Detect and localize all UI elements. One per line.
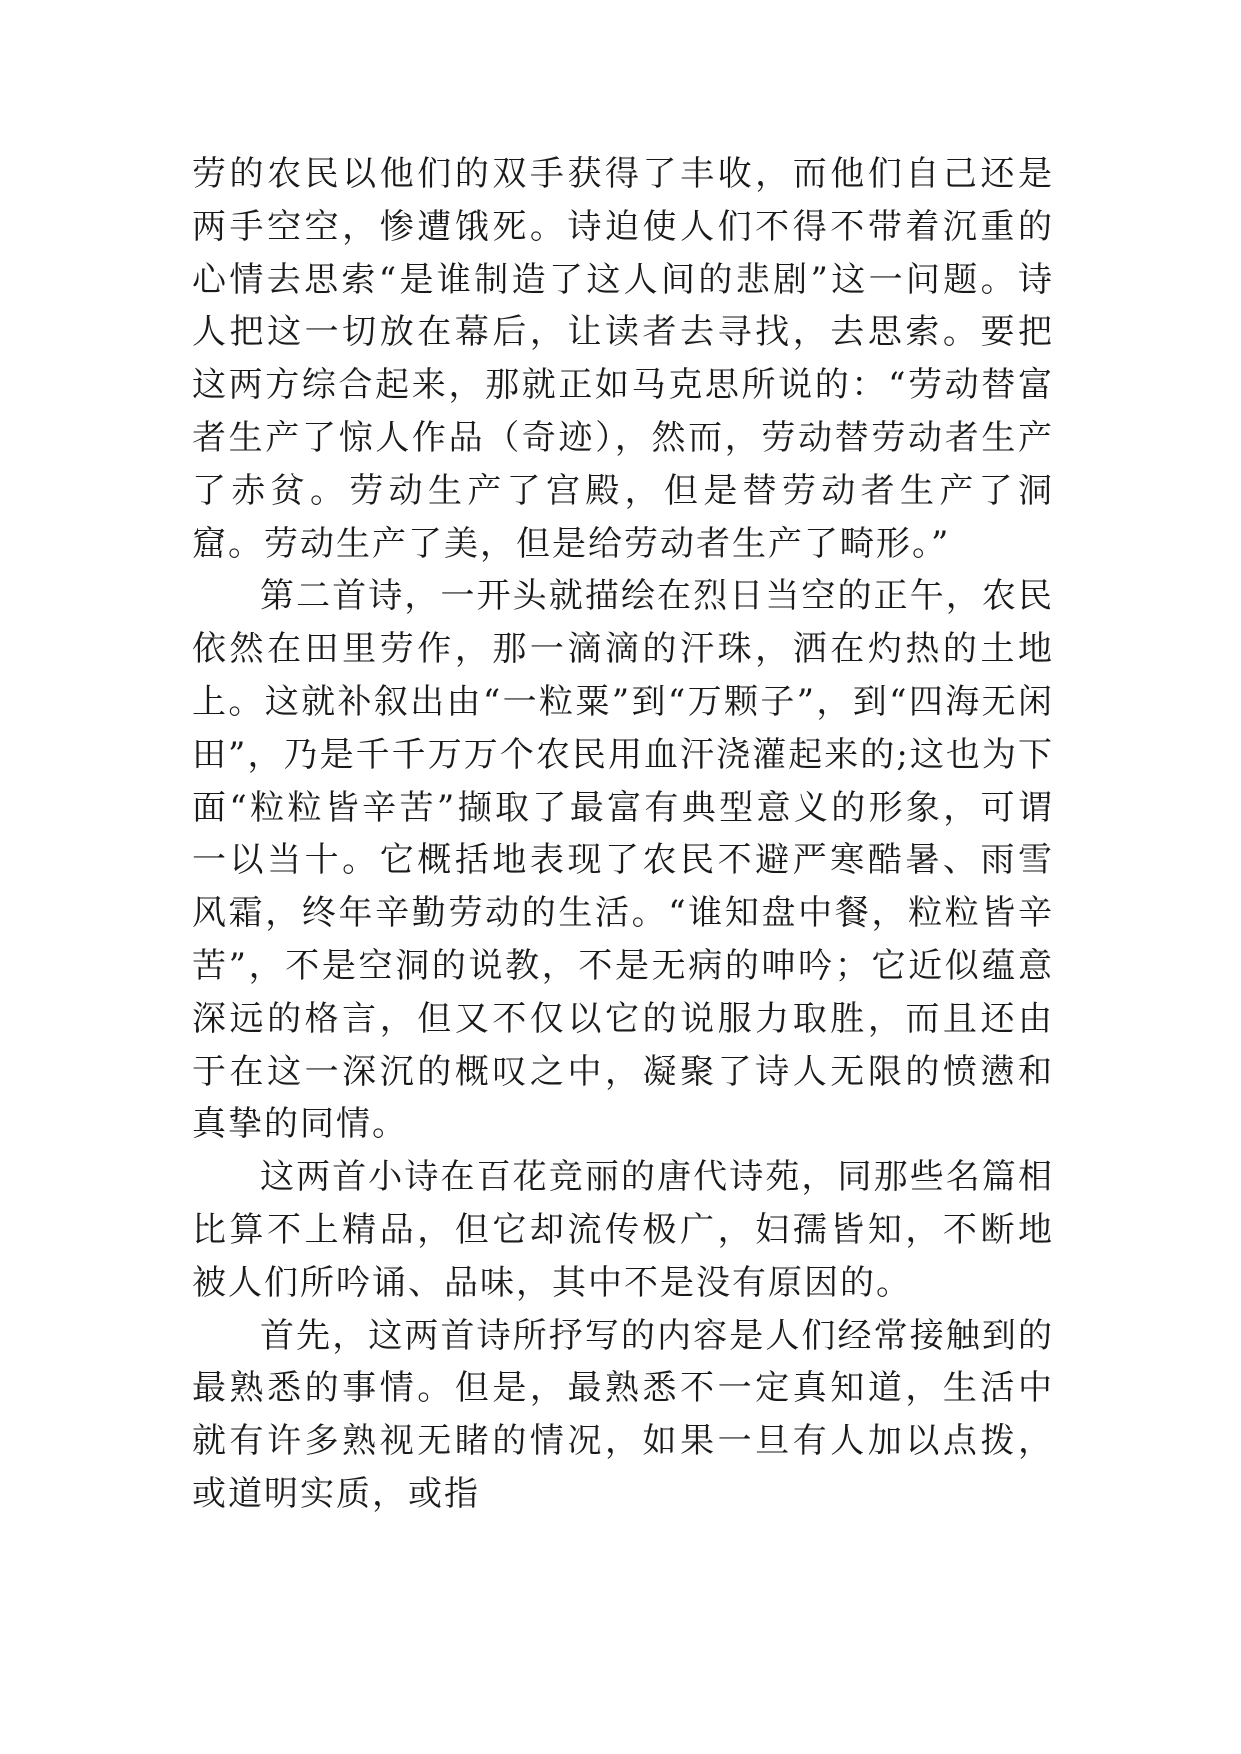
paragraph-1: 劳的农民以他们的双手获得了丰收，而他们自己还是两手空空，惨遭饿死。诗迫使人们不得不带着沉重的心情去思索“是谁制造了这人间的悲剧”这一问题。诗人把这一切放在幕后，让读者去寻找，去思索。要把这两方综合起来，那就正如马克思所说的：“劳动替富者生产了惊人作品（奇迹），然而，劳动替劳动者生产了赤贫。劳动生产了宫殿，但是替劳动者生产了洞窟。劳动生产了美，但是给劳动者生产了畸形。” <box>192 154 1054 564</box>
body-text <box>192 148 1054 1521</box>
paragraph-4: 首先，这两首诗所抒写的内容是人们经常接触到的最熟悉的事情。但是，最熟悉不一定真知道，生活中就有许多熟视无睹的情况，如果一旦有人加以点拨，或道明实质，或指 <box>192 1315 1054 1514</box>
paragraph-2: 第二首诗，一开头就描绘在烈日当空的正午，农民依然在田里劳作，那一滴滴的汗珠，洒在灼热的土地上。这就补叙出由“一粒粟”到“万颗子”，到“四海无闲田”，乃是千千万万个农民用血汗浇灌起来的;这也为下面“粒粒皆辛苦”撷取了最富有典型意义的形象，可谓一以当十。它概括地表现了农民不避严寒酷暑、雨雪风霜，终年辛勤劳动的生活。“谁知盘中餐，粒粒皆辛苦”，不是空洞的说教，不是无病的呻吟；它近似蕴意深远的格言，但又不仅以它的说服力取胜，而且还由于在这一深沉的概叹之中，凝聚了诗人无限的愤懑和真挚的同情。 <box>192 576 1054 1145</box>
paragraph-3: 这两首小诗在百花竞丽的唐代诗苑，同那些名篇相比算不上精品，但它却流传极广，妇孺皆知，不断地被人们所吟诵、品味，其中不是没有原因的。 <box>192 1157 1054 1303</box>
